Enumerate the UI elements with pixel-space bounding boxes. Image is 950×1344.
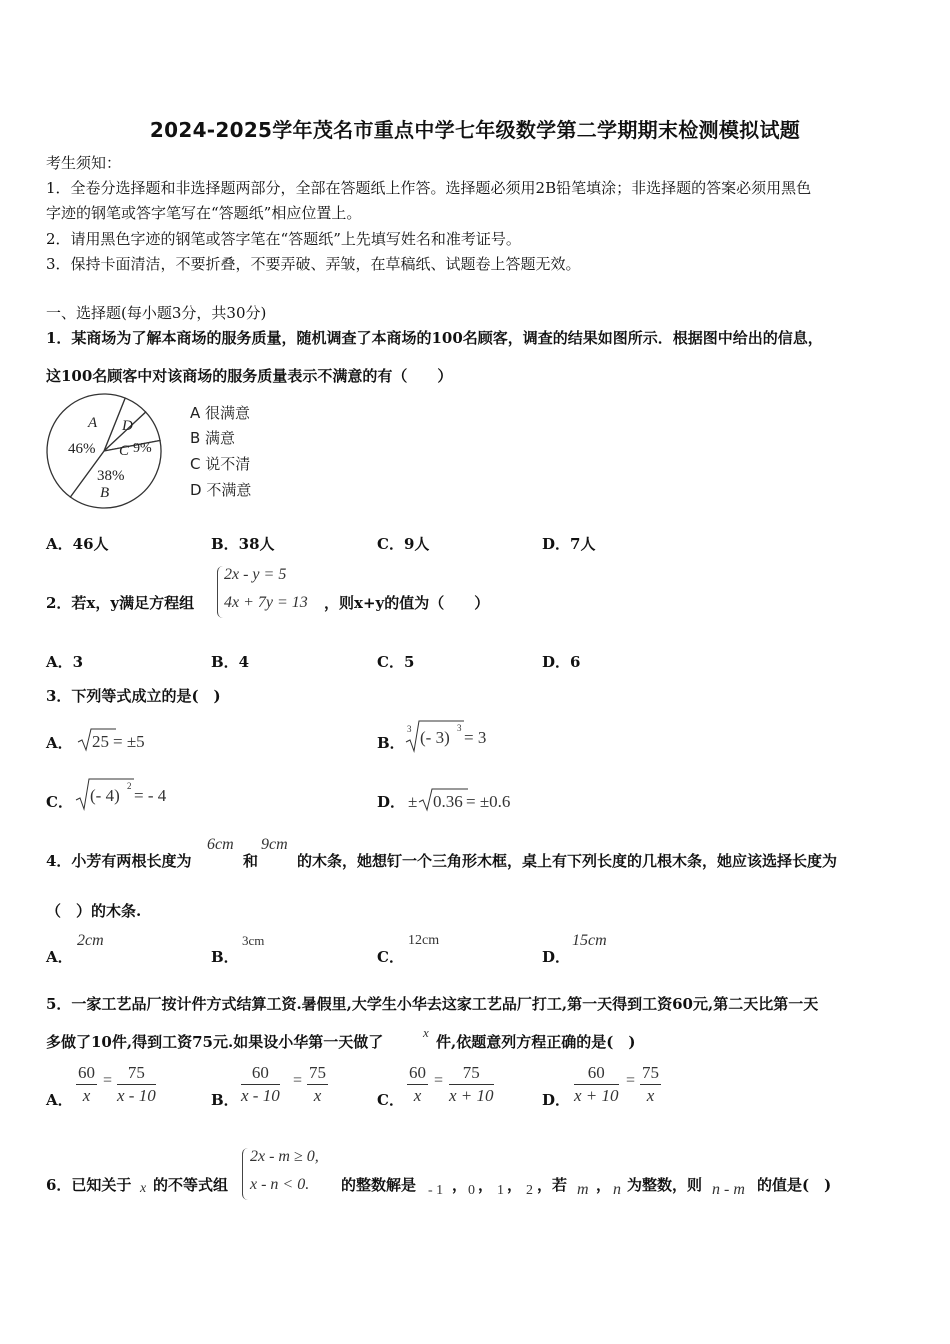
q5-option-c-label[interactable]: C． [377,1091,404,1109]
q2-option-b[interactable]: B．4 [211,653,250,671]
q5-c-frac-1[interactable] [407,1062,428,1107]
q5-stem-line-2-post: 件,依题意列方程正确的是( ) [436,1033,636,1051]
q4-option-a-label[interactable]: A． [46,948,73,966]
legend-item-d: D 不满意 [190,481,252,499]
q5-a-den-1: x [82,1086,91,1105]
q3-stem: 3．下列等式成立的是( ) [46,687,221,705]
section-heading: 一、选择题(每小题3分，共30分) [46,304,267,322]
q5-b-frac-1[interactable] [241,1062,280,1107]
q3-d-radicand: 0.36 [433,792,463,811]
q3-c-rest: = - 4 [134,786,167,805]
notice-heading: 考生须知： [46,154,122,172]
q6-variable: x [140,1181,147,1196]
q5-b-equals: = [293,1072,303,1089]
q5-b-num-2: 75 [307,1062,328,1085]
q6-comma-2: ， [478,1176,494,1194]
q6-mid-1: 的不等式组 [153,1176,229,1194]
q6-solution-4: 2 [526,1183,533,1198]
q3-option-a-label[interactable]: A． [46,734,73,752]
q5-a-num-1: 60 [76,1062,97,1085]
q2-equation-1: 2x - y = 5 [224,566,287,583]
q3-option-c-expr[interactable] [74,776,184,812]
q5-c-num-2: 75 [449,1062,494,1085]
pie-label-b: B [100,485,110,501]
q5-d-frac-1[interactable] [574,1062,619,1107]
q1-option-d[interactable]: D．7人 [542,535,596,553]
q1-stem-line-1: 1．某商场为了解本商场的服务质量，随机调查了本商场的100名顾客，调查的结果如图所示．根据图中给出的信息， [46,329,823,347]
q6-comma-4: ， [596,1176,612,1194]
q5-c-num-1: 60 [407,1062,428,1085]
q6-solution-3: 1 [497,1183,504,1198]
q2-equation-2: 4x + 7y = 13 [224,594,308,611]
q3-b-radicand: (- 3) [420,728,450,747]
page-title: 2024-2025学年茂名市重点中学七年级数学第二学期期末检测模拟试题 [149,118,801,142]
q4-option-b-value[interactable]: 3cm [242,933,265,948]
pie-pct-c: 9% [133,441,152,456]
q3-b-exponent: 3 [457,723,462,733]
q3-option-d-expr[interactable] [408,786,528,814]
q4-length-2: 9cm [261,836,288,853]
q4-option-d-label[interactable]: D． [542,948,571,966]
q5-b-den-1: x - 10 [241,1086,280,1105]
notice-item-1-line-2: 字迹的钢笔或答字笔写在“答题纸”相应位置上。 [46,204,362,222]
q5-d-num-1: 60 [574,1062,619,1085]
q5-b-frac-2[interactable] [307,1062,328,1107]
q5-d-den-1: x + 10 [574,1086,619,1105]
q2-suffix: ，则x+y的值为（ ） [324,594,490,612]
q5-c-den-1: x [413,1086,422,1105]
q6-mid-2: 的整数解是 [341,1176,417,1194]
q5-variable: x [423,1025,429,1040]
q6-comma-3: ， [507,1176,523,1194]
q1-option-a[interactable]: A．46人 [46,535,109,553]
pie-label-d: D [122,418,133,434]
q6-prefix: 6．已知关于 [46,1176,132,1194]
legend-item-c: C 说不清 [190,455,251,473]
q2-option-d[interactable]: D．6 [542,653,581,671]
q5-d-den-2: x [646,1086,655,1105]
pie-label-a: A [88,415,98,431]
pie-pct-b: 38% [97,468,125,484]
q3-option-b-expr[interactable] [404,718,514,754]
q5-b-den-2: x [313,1086,322,1105]
q4-option-b-label[interactable]: B． [211,948,239,966]
legend-item-a: A 很满意 [190,404,251,422]
q6-suffix: 的值是( ) [757,1176,832,1194]
q5-stem-line-2-pre: 多做了10件,得到工资75元.如果设小华第一天做了 [46,1033,384,1051]
q4-mid: 和 [243,852,259,870]
q5-d-equals: = [626,1072,636,1089]
q6-comma-1: ， [452,1176,468,1194]
q6-n: n [613,1181,621,1198]
q5-option-b-label[interactable]: B． [211,1091,239,1109]
q4-option-a-value[interactable]: 2cm [77,932,104,949]
q4-stem-line-2: （ ）的木条. [46,902,142,920]
q1-stem-line-2: 这100名顾客中对该商场的服务质量表示不满意的有（ ） [46,367,453,385]
q4-option-c-label[interactable]: C． [377,948,404,966]
q3-c-radicand: (- 4) [90,786,120,805]
q5-a-den-2: x - 10 [117,1086,156,1105]
q5-c-equals: = [434,1072,444,1089]
q5-d-num-2: 75 [640,1062,661,1085]
q5-option-d-label[interactable]: D． [542,1091,571,1109]
q3-a-radicand: 25 [92,732,109,751]
q6-expression: n - m [712,1181,745,1198]
notice-item-2: 2．请用黑色字迹的钢笔或答字笔在“答题纸”上先填写姓名和准考证号。 [46,230,521,248]
q1-option-b[interactable]: B．38人 [211,535,275,553]
q4-length-1: 6cm [207,836,234,853]
pie-label-c: C [119,443,130,459]
q2-brace [217,566,224,618]
q5-a-num-2: 75 [117,1062,156,1085]
q3-d-rest: = ±0.6 [466,792,511,811]
pie-pct-a: 46% [68,441,96,457]
q5-stem-line-1: 5．一家工艺品厂按计件方式结算工资.暑假里,大学生小华去这家工艺品厂打工,第一天得到工资60元,第二天比第一天 [46,995,819,1013]
pie-chart [42,392,172,514]
q6-inequality-2: x - n < 0. [250,1176,310,1193]
q3-option-a-expr[interactable] [76,726,166,754]
q3-a-rest: = ±5 [113,732,145,751]
q3-option-b-label[interactable]: B． [377,734,405,752]
q2-option-a[interactable]: A．3 [46,653,84,671]
q3-b-index: 3 [407,724,412,734]
q6-brace [242,1148,249,1200]
notice-item-1-line-1: 1．全卷分选择题和非选择题两部分，全部在答题纸上作答。选择题必须用2B铅笔填涂；非选择题的答案必须用黑色 [46,179,812,197]
q3-option-d-label[interactable]: D． [377,793,406,811]
q6-solution-2: 0 [468,1183,475,1198]
q3-c-exponent: 2 [127,781,132,791]
q6-mid-4: 为整数，则 [627,1176,703,1194]
notice-item-3: 3．保持卡面清洁，不要折叠，不要弄破、弄皱，在草稿纸、试题卷上答题无效。 [46,255,581,273]
q5-a-equals: = [103,1072,113,1089]
q1-option-c[interactable]: C．9人 [377,535,430,553]
q5-c-frac-2[interactable] [449,1062,494,1107]
q4-suffix: 的木条，她想钉一个三角形木框，桌上有下列长度的几根木条，她应该选择长度为 [297,852,838,870]
q4-option-d-value[interactable]: 15cm [572,932,607,949]
q4-option-c-value[interactable]: 12cm [408,933,440,948]
q3-option-c-label[interactable]: C． [46,793,73,811]
q6-mid-3: ，若 [537,1176,568,1194]
q6-m: m [577,1181,589,1198]
q5-d-frac-2[interactable] [640,1062,661,1107]
q4-prefix: 4．小芳有两根长度为 [46,852,192,870]
q3-b-rest: = 3 [464,728,487,747]
q5-b-num-1: 60 [241,1062,280,1085]
q5-option-a-label[interactable]: A． [46,1091,73,1109]
q2-option-c[interactable]: C．5 [377,653,415,671]
q2-prefix: 2．若x，y满足方程组 [46,594,195,612]
legend-item-b: B 满意 [190,429,236,447]
q3-d-pre: ± [408,792,418,811]
q6-solution-1: - 1 [428,1183,444,1198]
q5-c-den-2: x + 10 [449,1086,494,1105]
q6-inequality-1: 2x - m ≥ 0, [250,1148,319,1165]
q5-a-frac-2[interactable] [117,1062,156,1107]
q5-a-frac-1[interactable] [76,1062,97,1107]
